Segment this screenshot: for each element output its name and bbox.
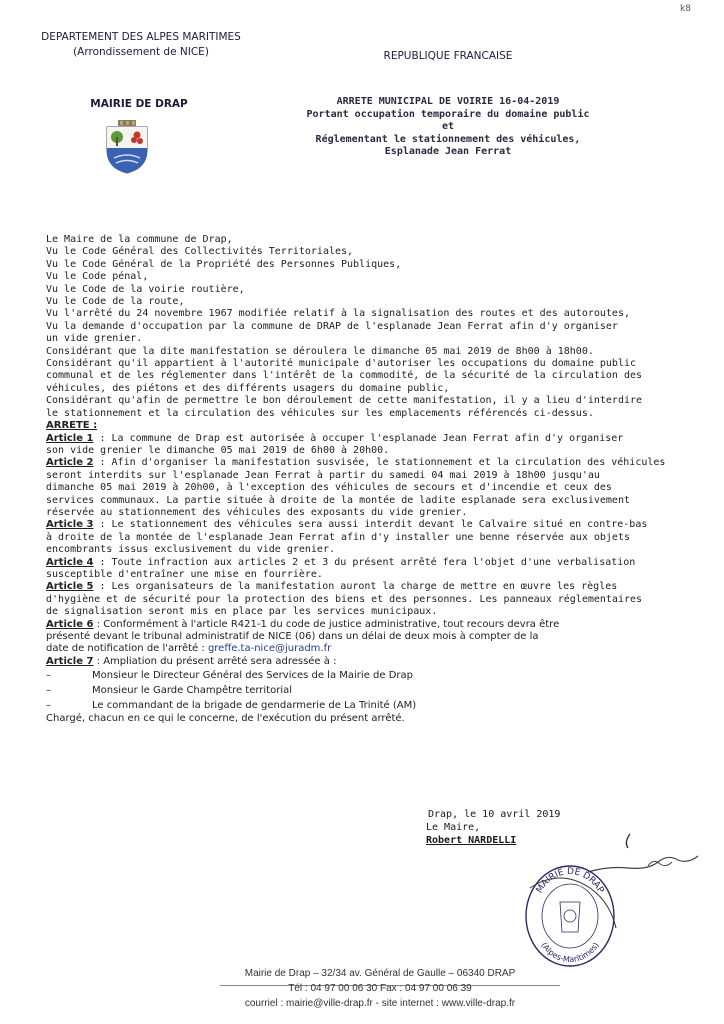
decree-subject-2: et [441, 121, 455, 132]
preamble-line: Considérant qu'afin de permettre le bon déroulement de cette manifestation, il y a lieu d'interdire [46, 395, 643, 407]
article-label: Article 2 [46, 457, 94, 469]
decree-subject-4: Esplanade Jean Ferrat [384, 146, 512, 157]
decree-subject-3: Réglementant le stationnement des véhicules, [315, 133, 581, 145]
dash-bullet-icon: – [46, 685, 51, 697]
preamble-line: Considérant qu'il appartient à l'autorité municipale d'autoriser les occupations du domaine public [46, 358, 637, 370]
article-6 [46, 619, 696, 656]
article-text: seront interdits sur l'esplanade Jean Ferrat à partir du samedi 04 mai 2019 à 18h00 jusqu'au [46, 469, 600, 481]
preamble-line: Vu le Code pénal, [46, 271, 149, 283]
article-3 [46, 519, 696, 556]
article-text: services communaux. La partie située à droite de la montée de ladite esplanade sera exclusivement [46, 494, 630, 506]
article-5 [46, 581, 696, 618]
arrondissement-name: (Arrondissement de NICE) [73, 46, 209, 58]
preamble-line: un vide grenier. [46, 333, 143, 345]
article-label: Article 7 [46, 655, 94, 667]
signature-place-date: Drap, le 10 avril 2019 [428, 809, 561, 820]
mairie-name: MAIRIE DE DRAP [90, 98, 188, 110]
decree-body [46, 234, 696, 726]
article-text: : La commune de Drap est autorisée à occuper l'esplanade Jean Ferrat afin d'y organiser [93, 432, 624, 444]
recipient-text: Le commandant de la brigade de gendarmerie de La Trinité (AM) [92, 700, 417, 712]
article-text: date de notification de l'arrêté : [46, 643, 208, 655]
article-1 [46, 433, 696, 458]
decree-title [268, 96, 628, 159]
article-text: réservée au stationnement des véhicules des exposants du vide grenier. [46, 506, 468, 518]
dash-bullet-icon: – [46, 700, 51, 712]
signature-role: Le Maire, [426, 822, 481, 833]
coat-of-arms-icon [104, 120, 150, 174]
stamp-bottom-text: (Alpes-Maritimes) [539, 940, 601, 965]
article-text: d'hygiène et de sécurité pour la protection des biens et des personnes. Les panneaux réglementaires [46, 593, 643, 605]
footer-phone: Tél : 04 97 00 06 30 Fax : 04 97 00 06 39 [288, 983, 472, 994]
preamble-line: Vu le Code de la voirie routière, [46, 283, 245, 295]
footer-contact: courriel : mairie@ville-drap.fr - site internet : www.ville-drap.fr [244, 998, 516, 1009]
header-department-block [28, 30, 254, 60]
preamble-line: le stationnement et la circulation des véhicules sur les emplacements référencés ci-dessus. [46, 407, 594, 419]
republique-francaise: REPUBLIQUE FRANCAISE [383, 50, 513, 62]
article-7 [46, 656, 696, 668]
department-name: DEPARTEMENT DES ALPES MARITIMES [41, 31, 241, 43]
page-number-mark: k8 [680, 4, 691, 14]
article-text: susceptible d'entraîner une mise en fourrière. [46, 568, 323, 580]
article-text: présenté devant le tribunal administratif de NICE (06) dans un délai de deux mois à compter de la [46, 631, 539, 642]
preamble-line: véhicules, des piétons et des différents usagers du domaine public, [46, 382, 450, 394]
article-label: Article 4 [46, 556, 94, 568]
article-label: Article 6 [46, 618, 94, 630]
article-label: Article 3 [46, 519, 94, 531]
article-text: son vide grenier le dimanche 05 mai 2019 de 6h00 à 20h00. [46, 444, 390, 456]
article-text: : Ampliation du présent arrêté sera adressée à : [93, 655, 337, 667]
closing-statement: Chargé, chacun en ce qui le concerne, de l'exécution du présent arrêté. [46, 713, 405, 725]
recipients-list [46, 668, 696, 713]
preamble [46, 234, 696, 420]
preamble-line: Vu le Code de la route, [46, 296, 185, 308]
list-item [46, 698, 696, 713]
preamble-line: communal et de les réglementer dans l'intérêt de la commodité, de la sécurité de la circulation des [46, 370, 643, 382]
article-2 [46, 457, 696, 519]
article-text: : Afin d'organiser la manifestation susvisée, le stationnement et la circulation des véhicules [93, 457, 666, 469]
preamble-line: Considérant que la dite manifestation se déroulera le dimanche 05 mai 2019 de 8h00 à 18h00. [46, 345, 594, 357]
article-text: : Toute infraction aux articles 2 et 3 du présent arrêté fera l'objet d'une verbalisation [93, 556, 636, 568]
article-text: : Conformément à l'article R421-1 du code de justice administrative, tout recours devra être [93, 618, 560, 630]
tribunal-email-link[interactable]: greffe.ta-nice@juradm.fr [207, 643, 332, 655]
article-label: Article 5 [46, 581, 94, 593]
dash-bullet-icon: – [46, 670, 51, 682]
stamp-top-text: MAIRIE DE DRAP [534, 866, 606, 896]
list-item [46, 683, 696, 698]
article-text: : Le stationnement des véhicules sera aussi interdit devant le Calvaire situé en contre-bas [93, 519, 648, 531]
recipient-text: Monsieur le Garde Champêtre territorial [92, 685, 293, 697]
article-text: de signalisation seront mis en place par les services municipaux. [46, 606, 438, 618]
signature-name: Robert NARDELLI [426, 835, 517, 846]
article-text: dimanche 05 mai 2019 à 20h00, à l'exception des véhicules de secours et d'incendie et ceux des [46, 482, 612, 494]
arrete-heading: ARRETE : [46, 420, 98, 432]
article-4 [46, 557, 696, 582]
official-stamp-icon [520, 858, 620, 970]
preamble-line: Le Maire de la commune de Drap, [46, 234, 233, 245]
svg-text:(Alpes-Maritimes) [539, 941, 601, 964]
recipient-text: Monsieur le Directeur Général des Services de la Mairie de Drap [92, 670, 413, 682]
article-text: à droite de la montée de l'esplanade Jean Ferrat afin d'y installer une benne réservée aux objets [46, 531, 630, 543]
decree-number: ARRETE MUNICIPAL DE VOIRIE 16-04-2019 [336, 96, 560, 107]
signature-block [426, 808, 626, 847]
preamble-line: Vu la demande d'occupation par la commune de DRAP de l'esplanade Jean Ferrat afin d'y organiser [46, 320, 618, 332]
preamble-line: Vu le Code Général de la Propriété des Personnes Publiques, [46, 258, 402, 270]
decree-subject-1: Portant occupation temporaire du domaine public [306, 108, 590, 120]
footer-address: Mairie de Drap – 32/34 av. Général de Gaulle – 06340 DRAP [244, 968, 516, 979]
article-text: encombrants issus exclusivement du vide grenier. [46, 544, 335, 556]
footer [160, 966, 600, 1011]
preamble-line: Vu l'arrêté du 24 novembre 1967 modifiée relatif à la signalisation des routes et des autoroutes, [46, 308, 630, 320]
article-text: : Les organisateurs de la manifestation auront la charge de mettre en œuvre les règles [93, 581, 618, 593]
preamble-line: Vu le Code Général des Collectivités Territoriales, [46, 246, 354, 258]
list-item [46, 668, 696, 683]
article-label: Article 1 [46, 432, 94, 444]
